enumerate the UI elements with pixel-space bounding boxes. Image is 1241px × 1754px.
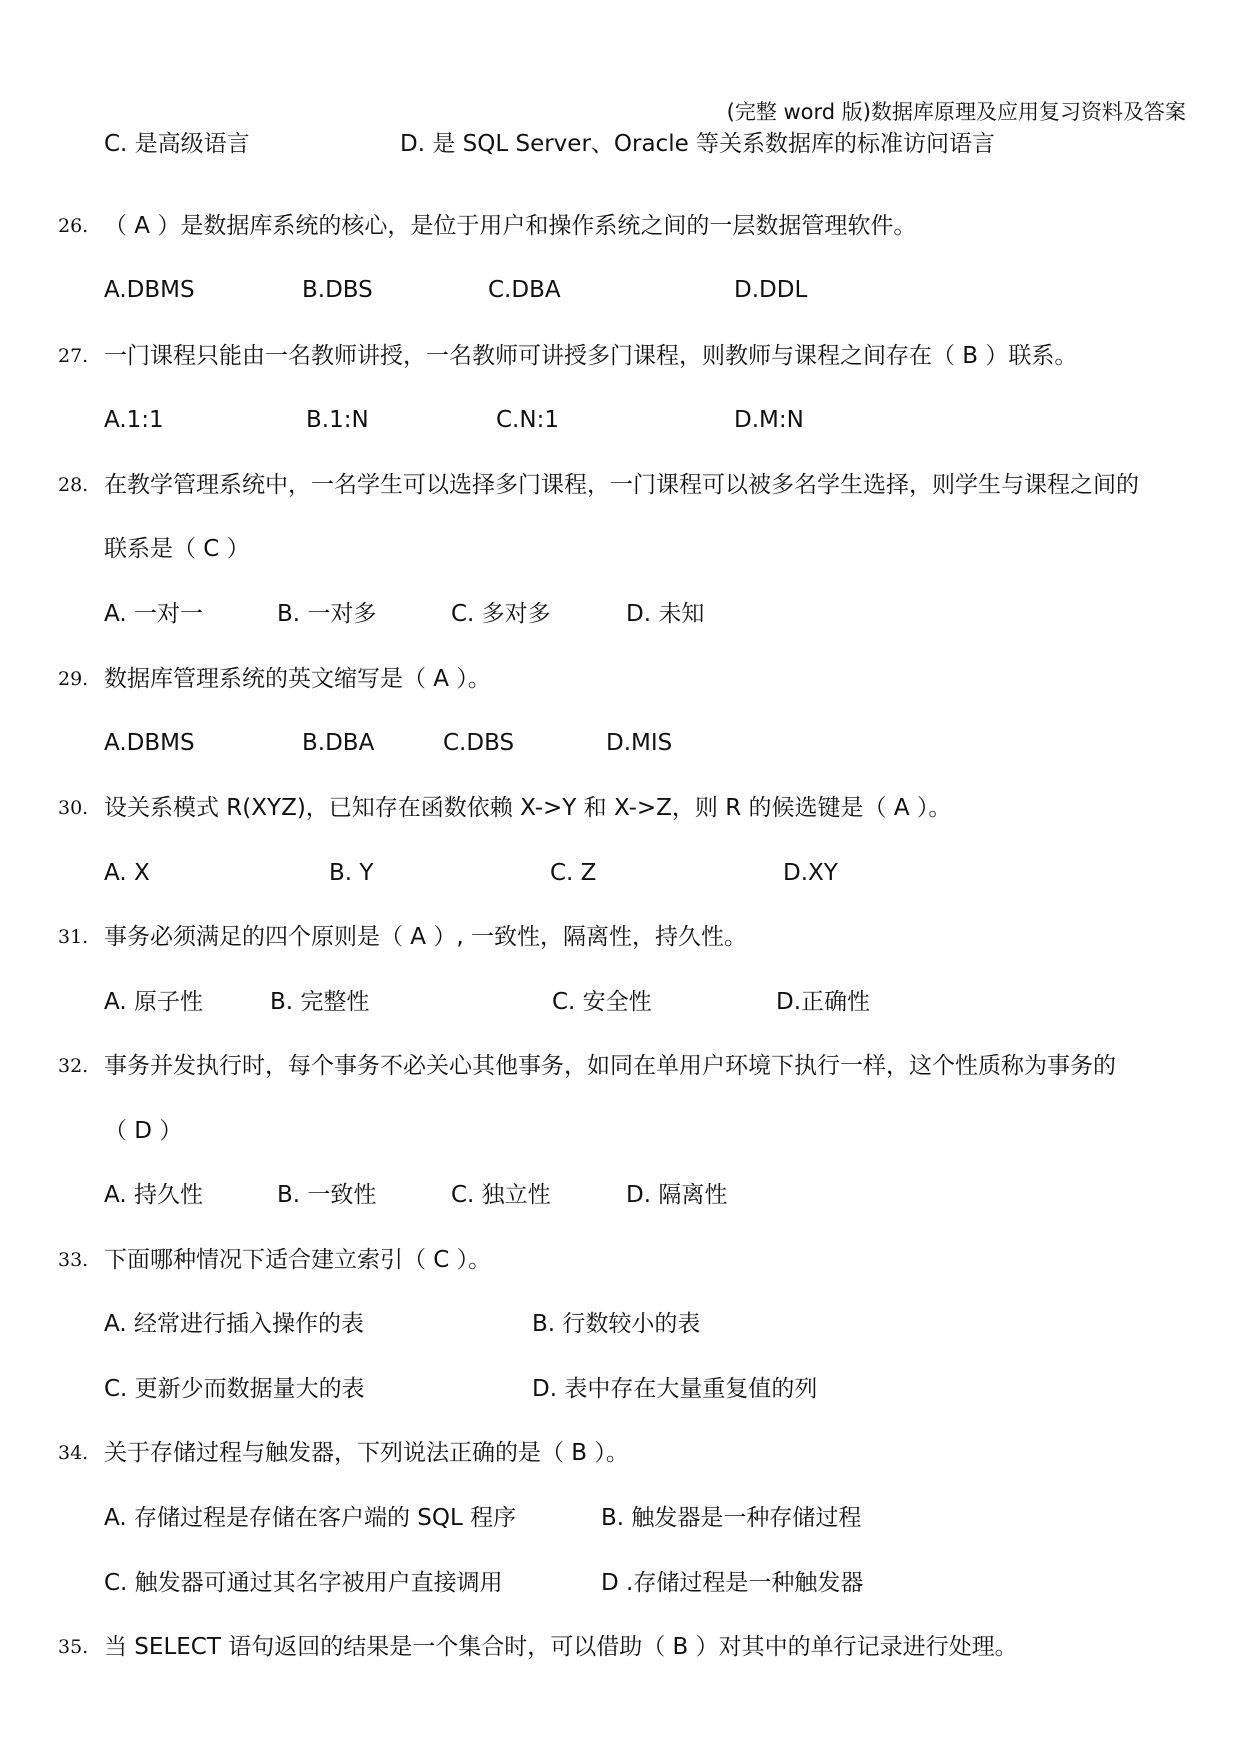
question-continuation xyxy=(0,1114,1241,1154)
question-text: （ D ） xyxy=(104,1118,183,1144)
option: C. 独立性 xyxy=(451,1182,551,1208)
option: C. 安全性 xyxy=(552,989,652,1015)
option: B. 触发器是一种存储过程 xyxy=(601,1505,862,1531)
option-row xyxy=(0,1372,1241,1412)
option: D.XY xyxy=(783,860,838,886)
option: B.1:N xyxy=(306,407,369,433)
option: C.DBA xyxy=(488,277,561,303)
question-row xyxy=(0,1436,1241,1476)
question-text: 一门课程只能由一名教师讲授，一名教师可讲授多门课程，则教师与课程之间存在（ B ）联系。 xyxy=(104,343,1078,369)
option-row xyxy=(0,985,1241,1025)
option: D.DDL xyxy=(734,277,808,303)
option: D. 隔离性 xyxy=(626,1182,728,1208)
question-text: 当 SELECT 语句返回的结果是一个集合时，可以借助（ B ）对其中的单行记录进行处理。 xyxy=(104,1634,1018,1660)
option-row xyxy=(0,403,1241,443)
question-text: 事务必须满足的四个原则是（ A ）, 一致性，隔离性，持久性。 xyxy=(104,924,747,950)
question-text: 联系是（ C ） xyxy=(104,536,250,562)
option: D.MIS xyxy=(606,730,673,756)
question-continuation xyxy=(0,532,1241,572)
option: A.DBMS xyxy=(104,730,195,756)
question-number: 32. xyxy=(58,1055,89,1077)
option: B. 完整性 xyxy=(270,989,370,1015)
option: C. Z xyxy=(550,860,597,886)
question-text: 数据库管理系统的英文缩写是（ A ）。 xyxy=(104,666,491,692)
option: C.N:1 xyxy=(496,407,559,433)
option: A.1:1 xyxy=(104,407,164,433)
question-number: 35. xyxy=(58,1636,89,1658)
question-text: 关于存储过程与触发器，下列说法正确的是（ B ）。 xyxy=(104,1440,629,1466)
option-row xyxy=(0,1307,1241,1347)
question-row xyxy=(0,339,1241,379)
question-text: （ A ）是数据库系统的核心，是位于用户和操作系统之间的一层数据管理软件。 xyxy=(104,213,917,239)
option: D .存储过程是一种触发器 xyxy=(601,1570,864,1596)
option: D.M:N xyxy=(734,407,804,433)
page-header: (完整 word 版)数据库原理及应用复习资料及答案 xyxy=(726,100,1186,124)
question-row xyxy=(0,468,1241,508)
option-row xyxy=(0,856,1241,896)
question-number: 31. xyxy=(58,926,89,948)
option: B.DBA xyxy=(302,730,375,756)
option: B. Y xyxy=(329,860,374,886)
question-text: 下面哪种情况下适合建立索引（ C ）。 xyxy=(104,1247,492,1273)
option: D. 未知 xyxy=(626,601,705,627)
option-row xyxy=(0,1501,1241,1541)
option-row xyxy=(0,127,1241,167)
question-number: 33. xyxy=(58,1249,89,1271)
option: D.正确性 xyxy=(776,989,871,1015)
option: B.DBS xyxy=(302,277,373,303)
option: A. 存储过程是存储在客户端的 SQL 程序 xyxy=(104,1505,517,1531)
question-row xyxy=(0,791,1241,831)
option: C. 触发器可通过其名字被用户直接调用 xyxy=(104,1570,503,1596)
option: D. 表中存在大量重复值的列 xyxy=(532,1376,818,1402)
option: C. 更新少而数据量大的表 xyxy=(104,1376,365,1402)
question-number: 30. xyxy=(58,797,89,819)
question-number: 26. xyxy=(58,215,89,237)
question-number: 34. xyxy=(58,1442,89,1464)
option-row xyxy=(0,597,1241,637)
option-row xyxy=(0,273,1241,313)
question-text: 设关系模式 R(XYZ)，已知存在函数依赖 X->Y 和 X->Z，则 R 的候选键是（ A ）。 xyxy=(104,795,952,821)
question-number: 27. xyxy=(58,345,89,367)
option: A. 持久性 xyxy=(104,1182,203,1208)
option: C. 多对多 xyxy=(451,601,551,627)
question-number: 29. xyxy=(58,668,89,690)
question-text: 事务并发执行时，每个事务不必关心其他事务，如同在单用户环境下执行一样，这个性质称为事务的 xyxy=(104,1053,1116,1079)
option: C.DBS xyxy=(443,730,515,756)
option: A. 一对一 xyxy=(104,601,203,627)
option: B. 一致性 xyxy=(277,1182,377,1208)
question-row xyxy=(0,209,1241,249)
option: A. 原子性 xyxy=(104,989,203,1015)
question-row xyxy=(0,920,1241,960)
option: D. 是 SQL Server、Oracle 等关系数据库的标准访问语言 xyxy=(400,131,996,157)
question-row xyxy=(0,1049,1241,1089)
option-row xyxy=(0,726,1241,766)
option: C. 是高级语言 xyxy=(104,131,250,157)
option: A.DBMS xyxy=(104,277,195,303)
option: B. 行数较小的表 xyxy=(532,1311,701,1337)
question-row xyxy=(0,662,1241,702)
option-row xyxy=(0,1566,1241,1606)
question-number: 28. xyxy=(58,474,89,496)
option: A. X xyxy=(104,860,150,886)
question-row xyxy=(0,1243,1241,1283)
question-row xyxy=(0,1630,1241,1670)
question-text: 在教学管理系统中，一名学生可以选择多门课程，一门课程可以被多名学生选择，则学生与课程之间的 xyxy=(104,472,1139,498)
option: B. 一对多 xyxy=(277,601,377,627)
option-row xyxy=(0,1178,1241,1218)
option: A. 经常进行插入操作的表 xyxy=(104,1311,364,1337)
